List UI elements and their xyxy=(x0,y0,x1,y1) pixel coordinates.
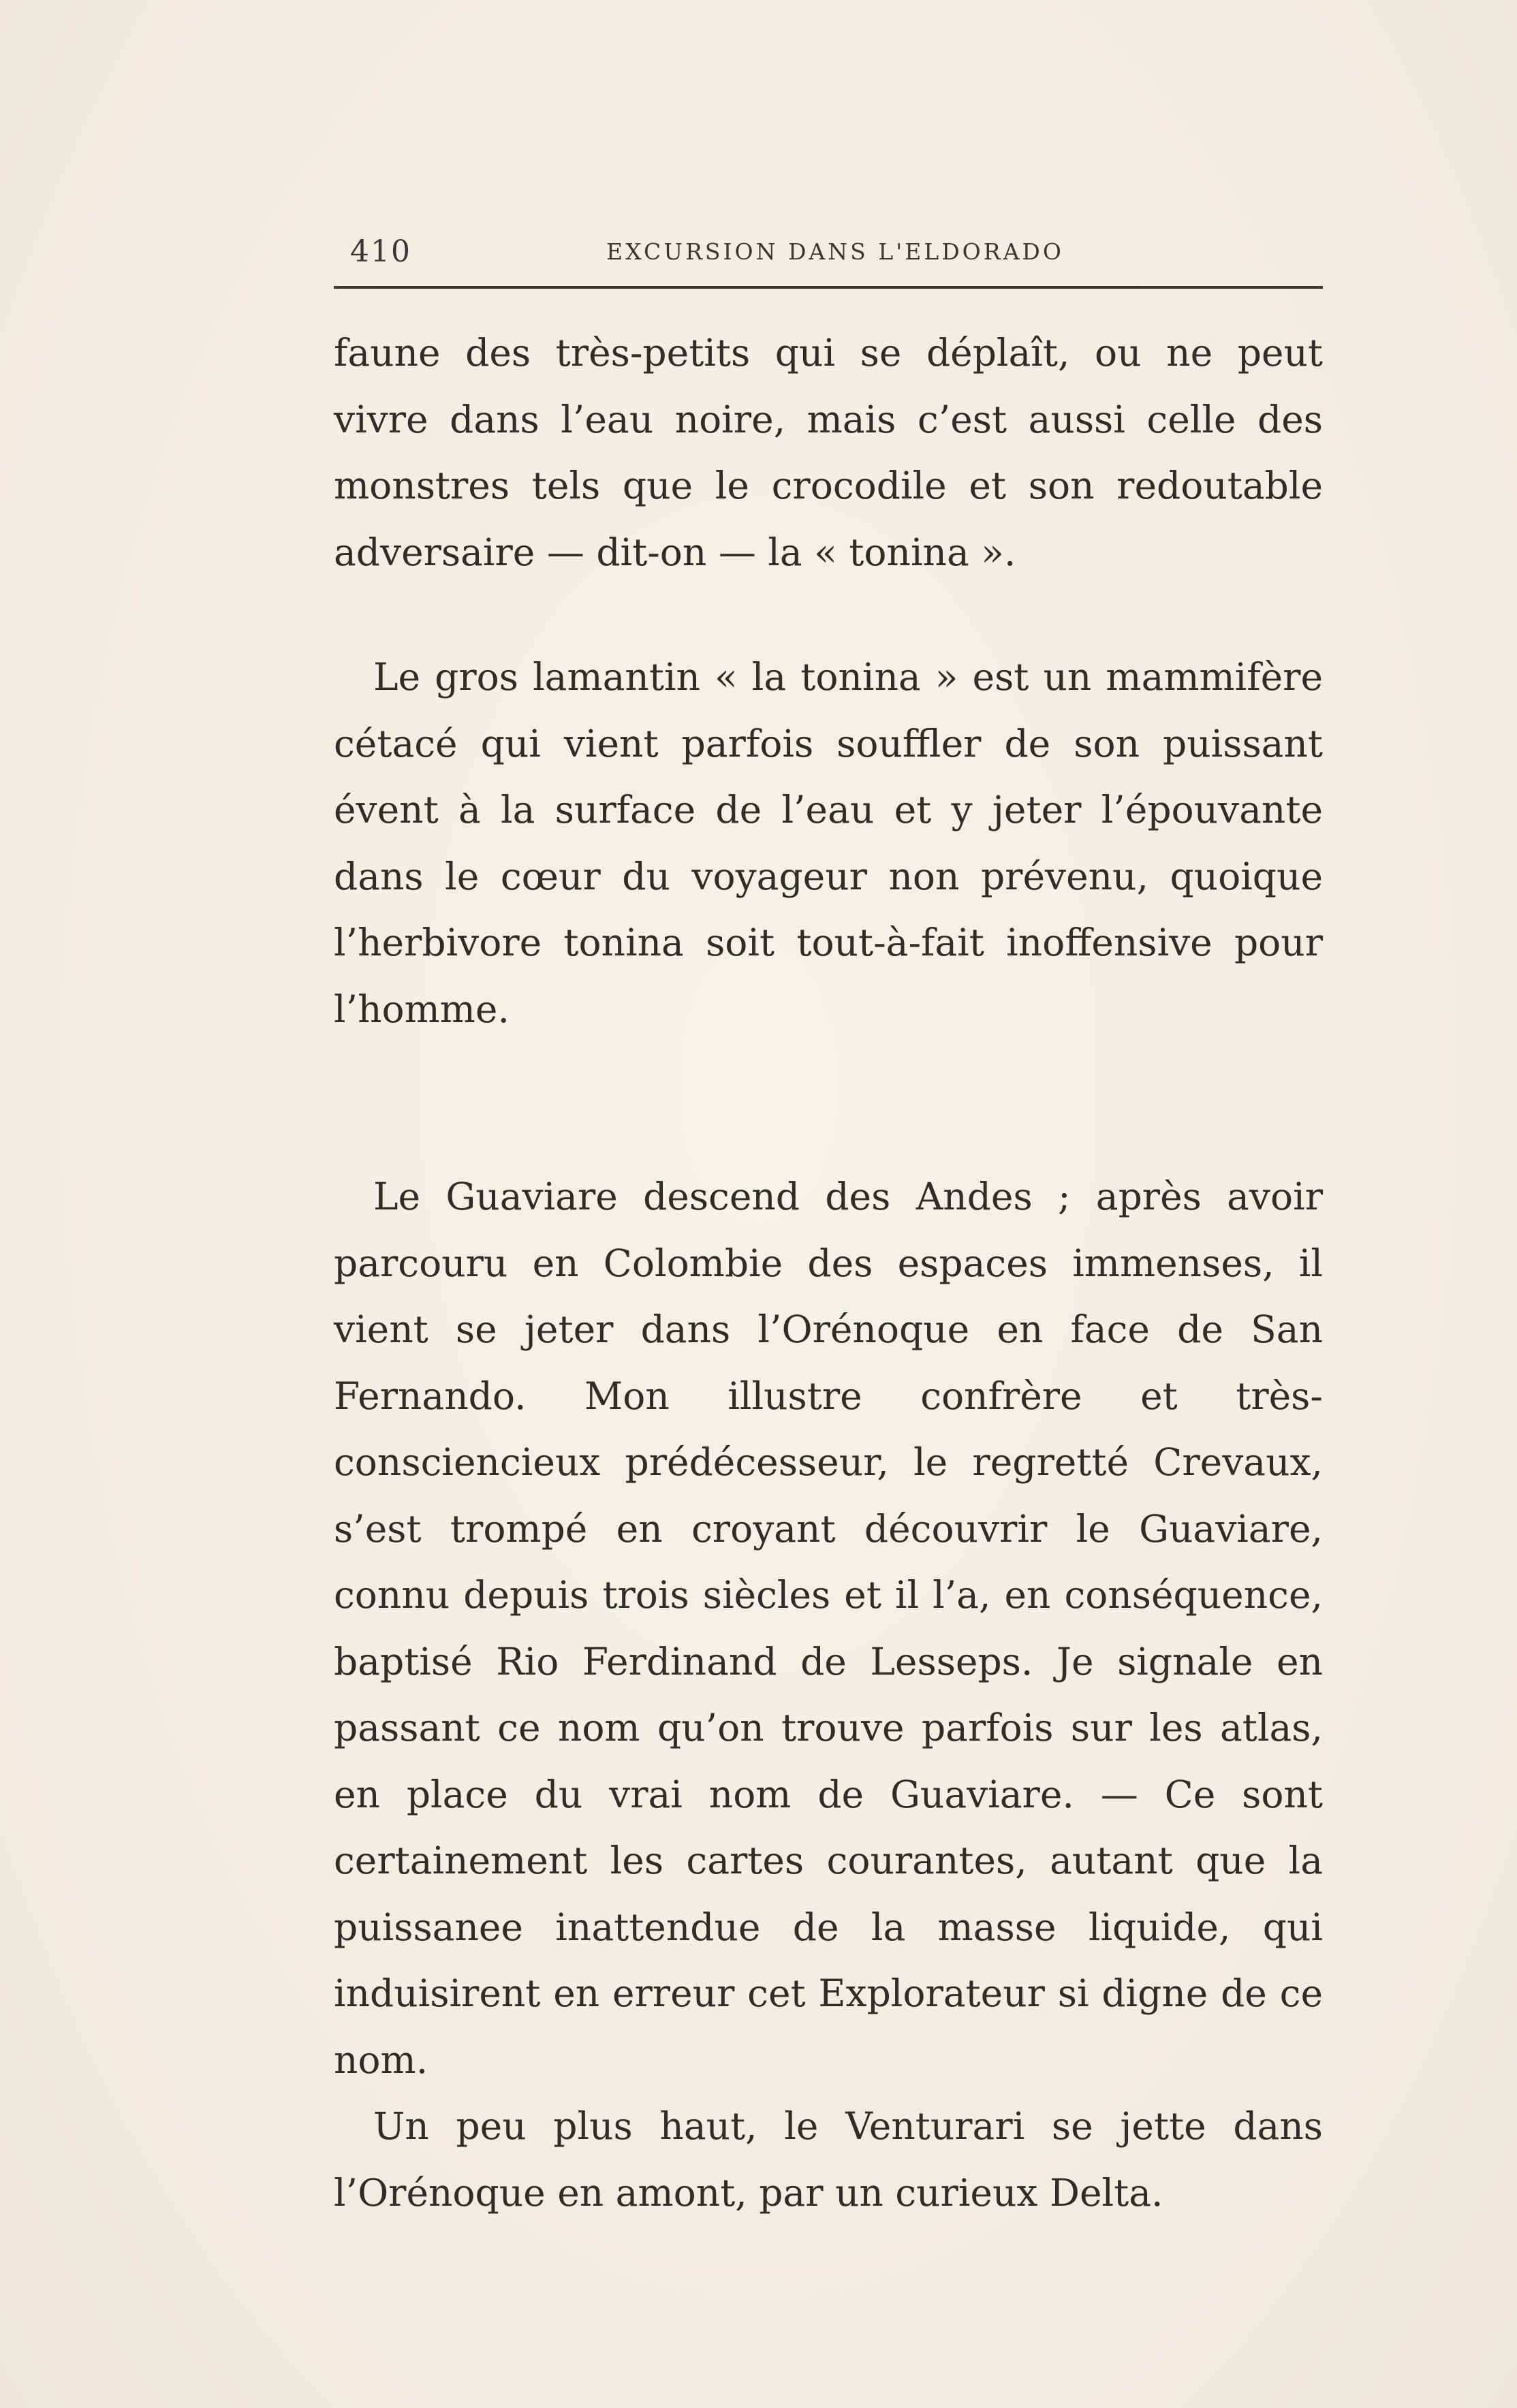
paragraph-3: Le Guaviare descend des Andes ; après avoir parcouru en Colombie des espaces immenses, il vient se jeter dans l’Orénoque en face de San Fernando. Mon illustre confrère et très-consciencieux prédécesseur, le regretté Crevaux, s’est trompé en croyant découvrir le Guaviare, connu depuis trois siècles et il l’a, en conséquence, baptisé Rio Ferdinand de Lesseps. Je signale en passant ce nom qu’on trouve parfois sur les atlas, en place du vrai nom de Guaviare. — Ce sont certainement les cartes courantes, autant que la puissanee inattendue de la masse liquide, qui induisirent en erreur cet Explorateur si digne de ce nom. xyxy=(334,1175,1323,2082)
running-title: EXCURSION DANS L'ELDORADO xyxy=(606,238,1064,265)
page-header xyxy=(334,225,1323,279)
page-number: 410 xyxy=(350,234,411,269)
paragraph-gap xyxy=(334,1043,1323,1164)
paragraph-2: Le gros lamantin « la tonina » est un mammifère cétacé qui vient parfois souffler de son puissant évent à la surface de l’eau et y jeter l’épouvante dans le cœur du voyageur non prévenu, quoique l’herbivore tonina soit tout-à-fait inoffensive pour l’homme. xyxy=(334,655,1323,1031)
header-rule xyxy=(334,286,1323,289)
paragraph-gap xyxy=(334,586,1323,644)
body-text xyxy=(334,320,1323,2226)
paragraph-4: Un peu plus haut, le Venturari se jette dans l’Orénoque en amont, par un curieux Delta. xyxy=(334,2104,1323,2215)
paragraph-1: faune des très-petits qui se déplaît, ou ne peut vivre dans l’eau noire, mais c’est aussi celle des monstres tels que le crocodile et son redoutable adversaire — dit-on — la « tonina ». xyxy=(334,331,1323,574)
